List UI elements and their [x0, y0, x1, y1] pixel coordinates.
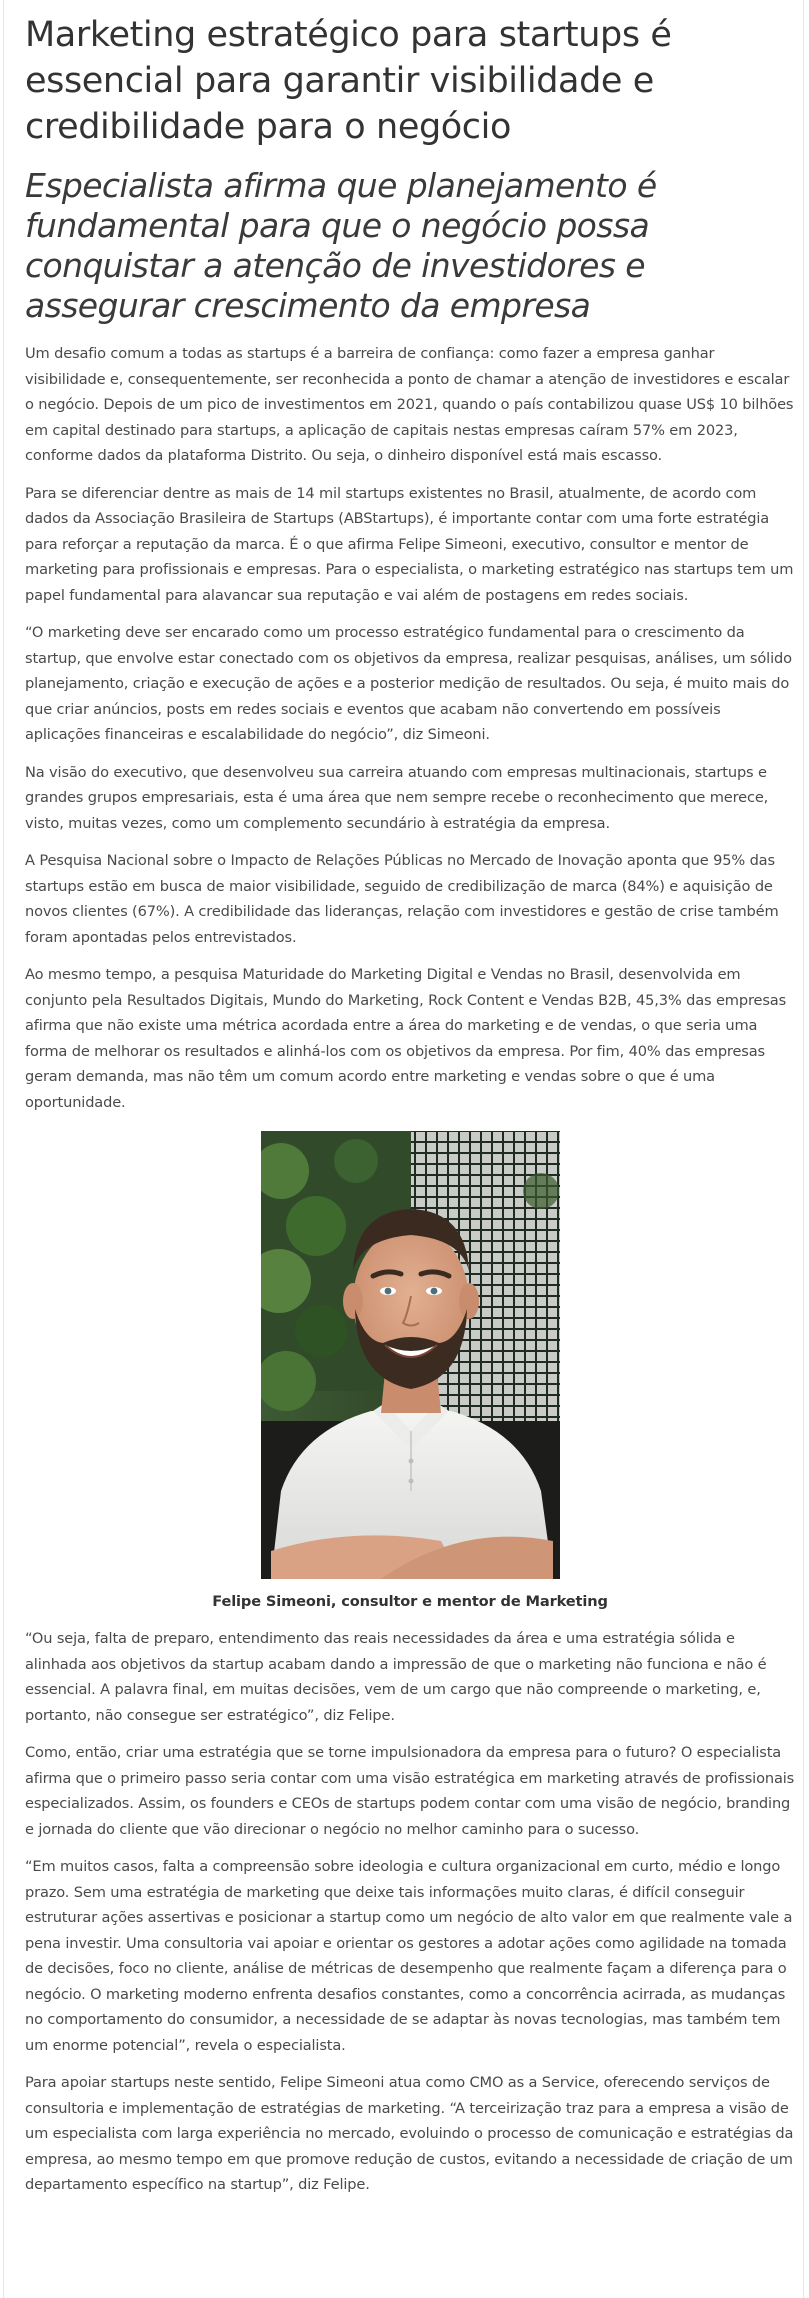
article-paragraph: Como, então, criar uma estratégia que se torne impulsionadora da empresa para o futuro? O especialista afirma que o primeiro passo seria contar com uma visão estratégica em marketing através de profissionais especializados. Assim, os founders e CEOs de startups podem contar com uma visão de negócio, branding e jornada do cliente que vão direcionar o negócio no melhor caminho para o sucesso. [25, 1744, 795, 1838]
figure-caption: Felipe Simeoni, consultor e mentor de Marketing [212, 1593, 608, 1610]
article-paragraph: Para apoiar startups neste sentido, Felipe Simeoni atua como CMO as a Service, oferecendo serviços de consultoria e implementação de estratégias de marketing. “A terceirização traz para a empresa a visão de um especialista com larga experiência no mercado, evoluindo o processo de comunicação e estratégias da empresa, ao mesmo tempo em que promove redução de custos, evitando a necessidade de criação de um departamento específico na startup”, diz Felipe. [25, 2074, 794, 2193]
article-content [25, 12, 795, 2198]
article-frame [3, 0, 804, 2298]
article-paragraph: Um desafio comum a todas as startups é a barreira de confiança: como fazer a empresa ganhar visibilidade e, consequentemente, ser reconhecida a ponto de chamar a atenção de investidores e escalar o negócio. Depois de um pico de investimentos em 2021, quando o país contabilizou quase US$ 10 bilhões em capital destinado para startups, a aplicação de capitais nestas empresas caíram 57% em 2023, conforme dados da plataforma Distrito. Ou seja, o dinheiro disponível está mais escasso. [25, 345, 794, 464]
article-title: Marketing estratégico para startups é essencial para garantir visibilidade e credibilidade para o negócio [25, 15, 672, 147]
article-subtitle: Especialista afirma que planejamento é fundamental para que o negócio possa conquistar a atenção de investidores e assegurar crescimento da empresa [25, 166, 657, 325]
article-paragraph: “Ou seja, falta de preparo, entendimento das reais necessidades da área e uma estratégia sólida e alinhada aos objetivos da startup acabam dando a impressão de que o marketing não funciona e não é essencial. A palavra final, em muitas decisões, vem de um cargo que não compreende o marketing, e, portanto, não consegue ser estratégico”, diz Felipe. [25, 1630, 767, 1724]
article-paragraph: Ao mesmo tempo, a pesquisa Maturidade do Marketing Digital e Vendas no Brasil, desenvolvida em conjunto pela Resultados Digitais, Mundo do Marketing, Rock Content e Vendas B2B, 45,3% das empresas afirma que não existe uma métrica acordada entre a área do marketing e de vendas, o que seria uma forma de melhorar os resultados e alinhá-los com os objetivos da empresa. Por fim, 40% das empresas geram demanda, mas não têm um comum acordo entre marketing e vendas sobre o que é uma oportunidade. [25, 966, 787, 1111]
article-paragraph: Na visão do executivo, que desenvolveu sua carreira atuando com empresas multinacionais, startups e grandes grupos empresariais, esta é uma área que nem sempre recebe o reconhecimento que merece, visto, muitas vezes, como um complemento secundário à estratégia da empresa. [25, 763, 769, 832]
article-paragraph: Para se diferenciar dentre as mais de 14 mil startups existentes no Brasil, atualmente, de acordo com dados da Associação Brasileira de Startups (ABStartups), é importante contar com uma forte estratégia para reforçar a reputação da marca. É o que afirma Felipe Simeoni, executivo, consultor e mentor de marketing para profissionais e empresas. Para o especialista, o marketing estratégico nas startups tem um papel fundamental para alavancar sua reputação e vai além de postagens em redes sociais. [25, 484, 794, 604]
article-paragraph: “Em muitos casos, falta a compreensão sobre ideologia e cultura organizacional em curto, médio e longo prazo. Sem uma estratégia de marketing que deixe tais informações muito claras, é difícil conseguir estruturar ações assertivas e posicionar a startup como um negócio de alto valor em que realmente vale a pena investir. Uma consultoria vai apoiar e orientar os gestores a adotar ações como agilidade na tomada de decisões, foco no cliente, análise de métricas de desempenho que realmente façam a diferença para o negócio. O marketing moderno enfrenta desafios constantes, como a concorrência acirrada, as mudanças no comportamento do consumidor, a necessidade de se adaptar às novas tecnologias, mas também tem um enorme potencial”, revela o especialista. [25, 1858, 793, 2054]
article-figure [25, 1131, 795, 1614]
portrait-photo [261, 1131, 560, 1579]
article-paragraph: “O marketing deve ser encarado como um processo estratégico fundamental para o crescimento da startup, que envolve estar conectado com os objetivos da empresa, realizar pesquisas, análises, um sólido planejamento, criação e execução de ações e a posterior medição de resultados. Ou seja, é muito mais do que criar anúncios, posts em redes sociais e eventos que acabam não convertendo em possíveis aplicações financeiras e escalabilidade do negócio”, diz Simeoni. [25, 624, 792, 743]
article-paragraph: A Pesquisa Nacional sobre o Impacto de Relações Públicas no Mercado de Inovação aponta que 95% das startups estão em busca de maior visibilidade, seguido de credibilização de marca (84%) e aquisição de novos clientes (67%). A credibilidade das lideranças, relação com investidores e gestão de crise também foram apontadas pelos entrevistados. [25, 852, 779, 946]
